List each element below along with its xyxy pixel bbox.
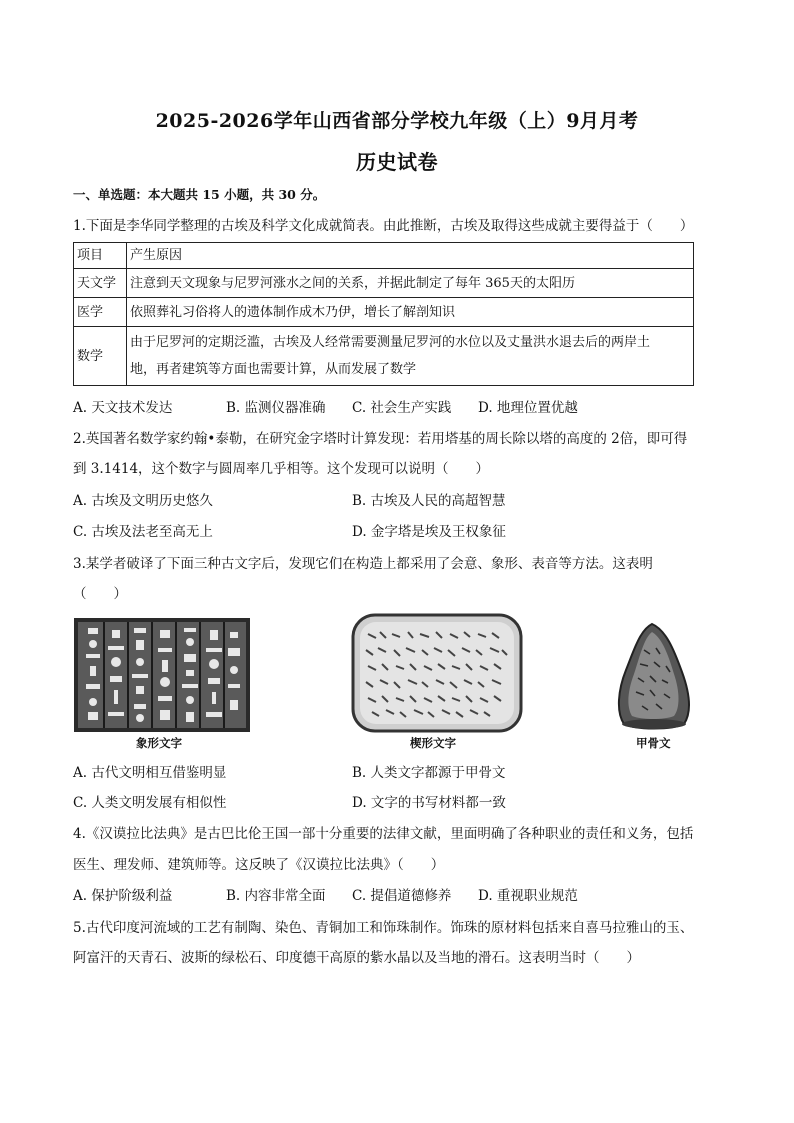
q2-option-b[interactable]: B. 古埃及人民的高超智慧 (352, 493, 506, 509)
q1-option-d[interactable]: D. 地理位置优越 (478, 400, 578, 416)
q1-option-b[interactable]: B. 监测仪器准确 (226, 400, 326, 416)
table-cell: 依照葬礼习俗将人的遗体制作成木乃伊，增长了解剖知识 (127, 298, 694, 327)
q2-stem-line2: 到 3.1414，这个数字与圆周率几乎相等。这个发现可以说明（ ） (73, 461, 490, 477)
q2-option-a[interactable]: A. 古埃及文明历史悠久 (73, 493, 213, 509)
table-header-cell: 项目 (74, 243, 127, 269)
hieroglyph-image (74, 618, 250, 732)
table-row (74, 327, 694, 386)
cuneiform-caption: 楔形文字 (410, 736, 456, 750)
oracle-bone-image (614, 620, 694, 730)
q1-option-c[interactable]: C. 社会生产实践 (352, 400, 452, 416)
q4-option-a[interactable]: A. 保护阶级利益 (73, 888, 173, 904)
table-row (74, 269, 694, 298)
table-row (74, 243, 694, 269)
q3-option-b[interactable]: B. 人类文字都源于甲骨文 (352, 765, 506, 781)
table-cell: 数学 (74, 327, 127, 386)
table-row (74, 298, 694, 327)
q2-option-d[interactable]: D. 金字塔是埃及王权象征 (352, 524, 506, 540)
q4-option-d[interactable]: D. 重视职业规范 (478, 888, 578, 904)
q4-option-b[interactable]: B. 内容非常全面 (226, 888, 326, 904)
q3-option-a[interactable]: A. 古代文明相互借鉴明显 (73, 765, 227, 781)
table-header-cell: 产生原因 (127, 243, 694, 269)
hieroglyph-caption: 象形文字 (136, 736, 182, 750)
section-heading: 一、单选题：本大题共 15 小题，共 30 分。 (73, 187, 326, 202)
q4-stem-line2: 医生、理发师、建筑师等。这反映了《汉谟拉比法典》（ ） (73, 857, 445, 873)
q3-option-c[interactable]: C. 人类文明发展有相似性 (73, 795, 227, 811)
q3-stem-line1: 3.某学者破译了下面三种古文字后，发现它们在构造上都采用了会意、象形、表音等方法。这表明 (73, 556, 653, 572)
exam-title: 2025-2026学年山西省部分学校九年级（上）9月月考 (155, 110, 639, 132)
exam-subtitle: 历史试卷 (356, 150, 438, 174)
q5-stem-line2: 阿富汗的天青石、波斯的绿松石、印度德干高原的紫水晶以及当地的滑石。这表明当时（ ） (73, 950, 640, 966)
q2-option-c[interactable]: C. 古埃及法老至高无上 (73, 524, 213, 540)
table-cell-line: 由于尼罗河的定期泛滥，古埃及人经常需要测量尼罗河的水位以及丈量洪水退去后的两岸土 (130, 335, 651, 350)
q1-table (73, 242, 694, 386)
q5-stem-line1: 5.古代印度河流域的工艺有制陶、染色、青铜加工和饰珠制作。饰珠的原材料包括来自喜马拉雅山的玉、 (73, 920, 694, 936)
oracle-bone-caption: 甲骨文 (636, 736, 671, 750)
table-cell: 注意到天文现象与尼罗河涨水之间的关系，并据此制定了每年 365天的太阳历 (127, 269, 694, 298)
q1-option-a[interactable]: A. 天文技术发达 (73, 400, 173, 416)
q4-stem-line1: 4.《汉谟拉比法典》是古巴比伦王国一部十分重要的法律文献，里面明确了各种职业的责任和义务，包括 (73, 826, 694, 842)
table-cell: 天文学 (74, 269, 127, 298)
table-cell-line: 地，再者建筑等方面也需要计算，从而发展了数学 (130, 362, 417, 377)
q3-option-d[interactable]: D. 文字的书写材料都一致 (352, 795, 506, 811)
q1-stem: 1.下面是李华同学整理的古埃及科学文化成就简表。由此推断，古埃及取得这些成就主要得益于（ ） (73, 218, 694, 234)
q2-stem-line1: 2.英国著名数学家约翰•泰勒，在研究金字塔时计算发现：若用塔基的周长除以塔的高度的 2倍，即可得 (73, 431, 688, 447)
q3-stem-line2: （ ） (73, 586, 127, 602)
cuneiform-tablet-image (350, 612, 524, 734)
table-cell (127, 327, 694, 386)
table-cell: 医学 (74, 298, 127, 327)
q4-option-c[interactable]: C. 提倡道德修养 (352, 888, 452, 904)
